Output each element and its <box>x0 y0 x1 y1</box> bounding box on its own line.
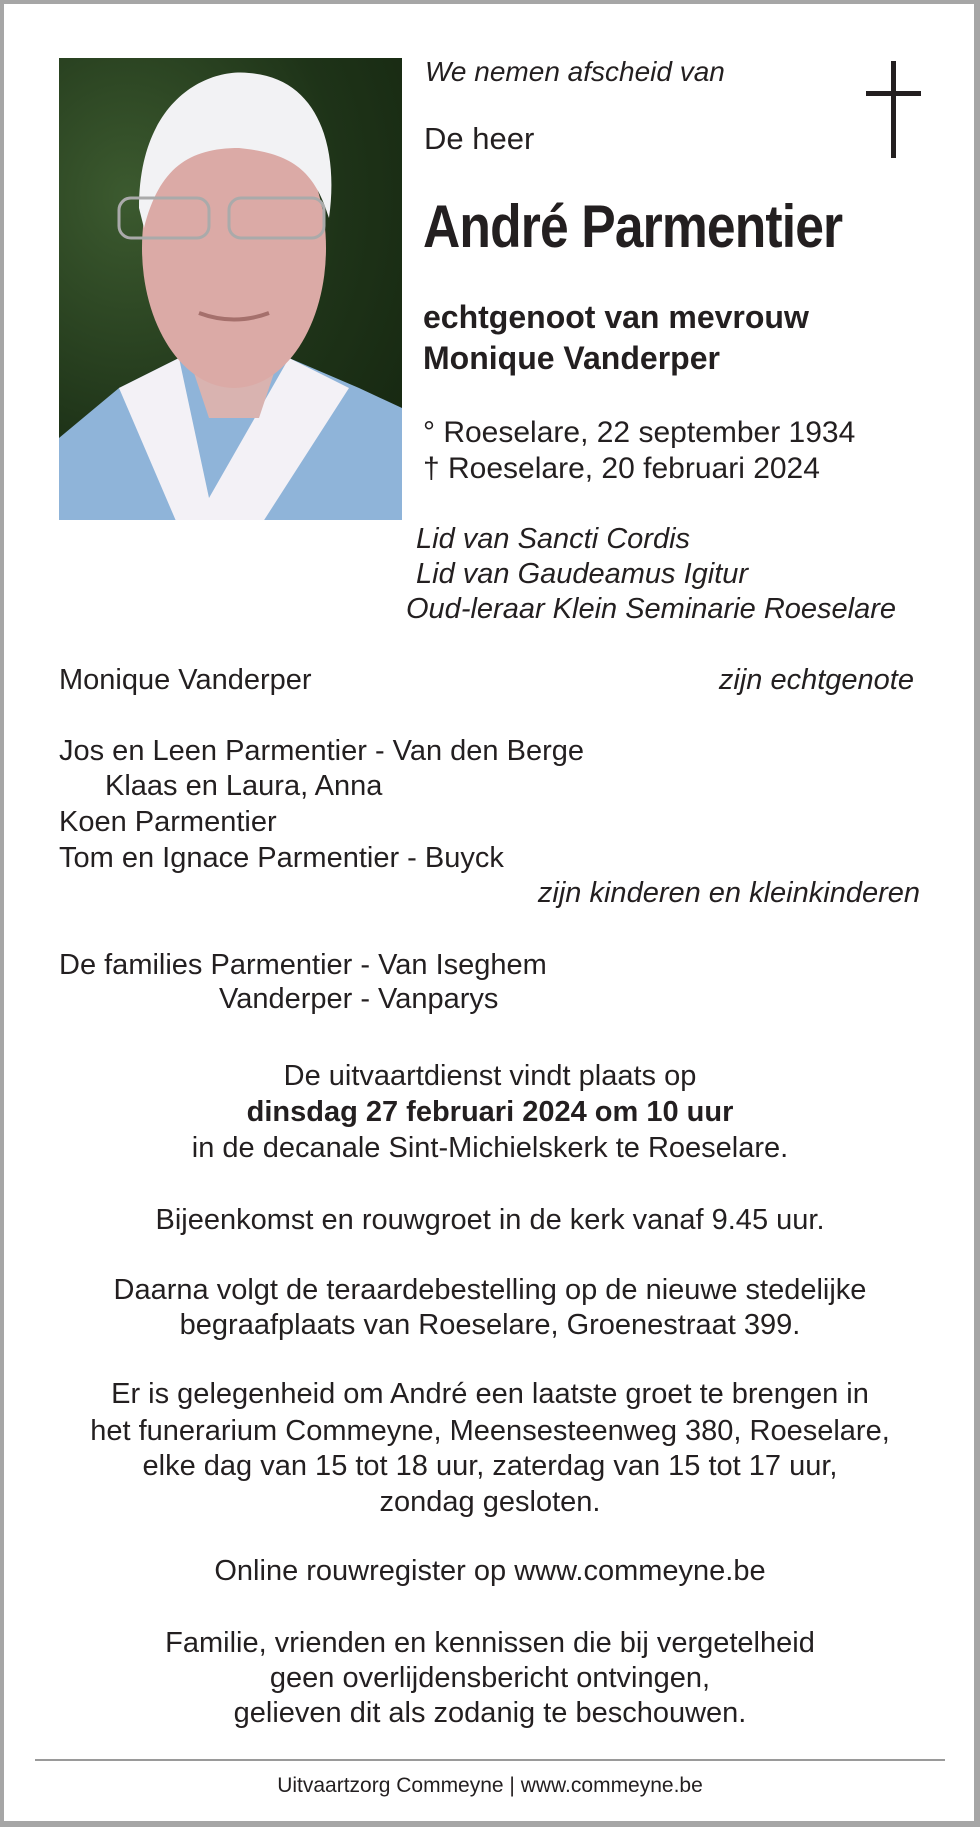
service-date: dinsdag 27 februari 2024 om 10 uur <box>246 1096 734 1128</box>
death-info: † Roeselare, 20 februari 2024 <box>423 452 820 485</box>
visit-line: elke dag van 15 tot 18 uur, zaterdag van 15 tot 17 uur, <box>142 1450 838 1482</box>
visit-line: Er is gelegenheid om André een laatste groet te brengen in <box>111 1378 869 1410</box>
child-line: Jos en Leen Parmentier - Van den Berge <box>59 735 585 767</box>
membership: Lid van Sancti Cordis <box>416 523 691 555</box>
closing-line: geen overlijdensbericht ontvingen, <box>269 1662 711 1694</box>
intro-text: We nemen afscheid van <box>425 56 725 87</box>
child-line: Koen Parmentier <box>59 806 277 838</box>
membership: Oud-leraar Klein Seminarie Roeselare <box>406 593 897 625</box>
visit-line: het funerarium Commeyne, Meensesteenweg 380, Roeselare, <box>90 1415 890 1447</box>
portrait-photo <box>59 58 402 520</box>
salutation: De heer <box>424 121 535 156</box>
footer-text: Uitvaartzorg Commeyne | www.commeyne.be <box>277 1774 703 1797</box>
cross-icon <box>891 61 896 158</box>
gathering-text: Bijeenkomst en rouwgroet in de kerk vanaf 9.45 uur. <box>155 1204 825 1236</box>
children-role: zijn kinderen en kleinkinderen <box>537 877 920 909</box>
service-line: in de decanale Sint-Michielskerk te Roeselare. <box>191 1132 789 1164</box>
membership: Lid van Gaudeamus Igitur <box>416 558 749 590</box>
spouse-name: Monique Vanderper <box>59 664 312 696</box>
register-link-text: Online rouwregister op www.commeyne.be <box>214 1555 766 1587</box>
deceased-name: André Parmentier <box>423 193 843 260</box>
visit-line: zondag gesloten. <box>379 1486 601 1518</box>
cross-icon-bar <box>866 91 921 96</box>
families-line: Vanderper - Vanparys <box>219 983 499 1015</box>
burial-line: Daarna volgt de teraardebestelling op de nieuwe stedelijke <box>113 1274 867 1306</box>
child-line: Tom en Ignace Parmentier - Buyck <box>59 842 504 874</box>
closing-line: gelieven dit als zodanig te beschouwen. <box>233 1697 747 1729</box>
closing-line: Familie, vrienden en kennissen die bij vergetelheid <box>165 1627 815 1659</box>
spouse-line-2: Monique Vanderper <box>423 340 720 376</box>
footer-divider <box>35 1759 945 1761</box>
burial-line: begraafplaats van Roeselare, Groenestraat 399. <box>179 1309 801 1341</box>
birth-info: ° Roeselare, 22 september 1934 <box>423 416 856 449</box>
spouse-role: zijn echtgenote <box>718 664 914 696</box>
service-line: De uitvaartdienst vindt plaats op <box>283 1060 697 1092</box>
spouse-line-1: echtgenoot van mevrouw <box>423 299 809 335</box>
child-line: Klaas en Laura, Anna <box>105 770 383 802</box>
families-line: De families Parmentier - Van Iseghem <box>59 949 547 981</box>
